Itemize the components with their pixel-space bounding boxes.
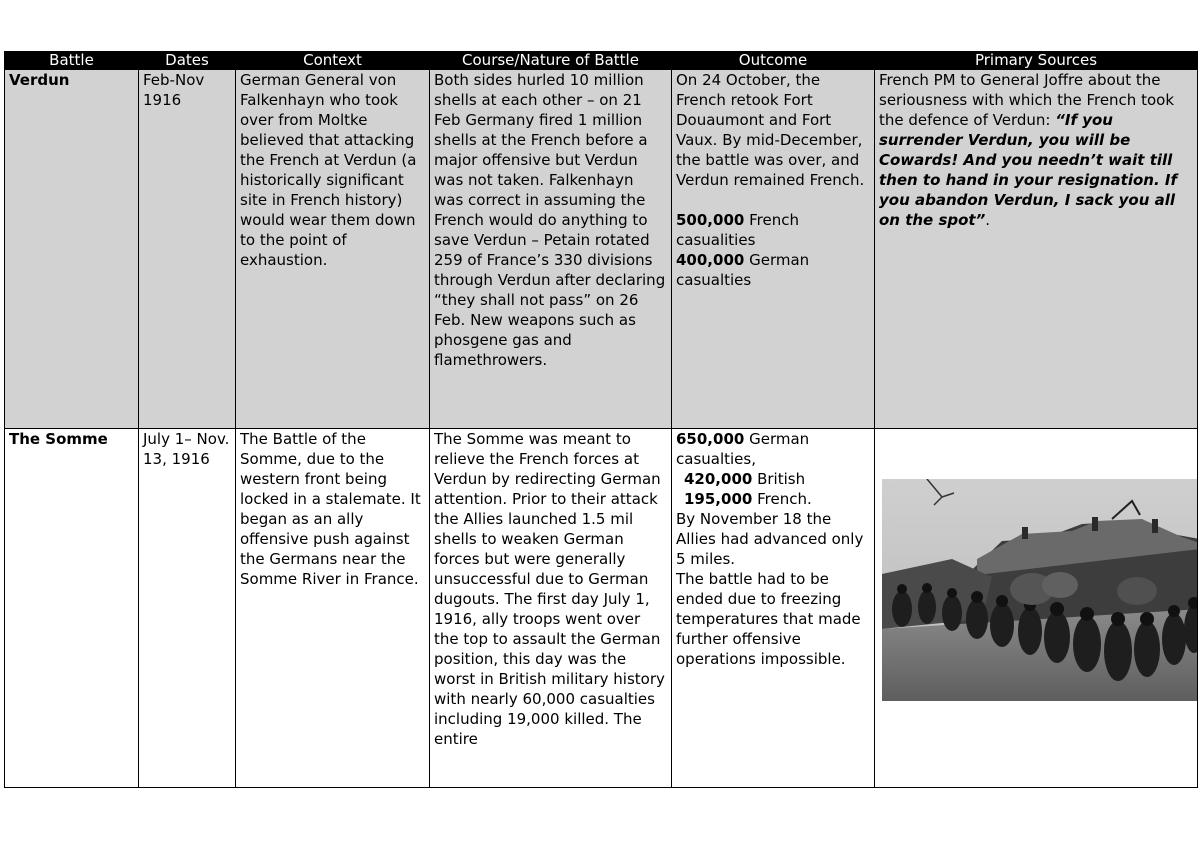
casualty-line-french [676, 489, 870, 509]
header-context: Context [236, 52, 430, 70]
outcome-advance: By November 18 the Allies had advanced only 5 miles. [676, 510, 864, 568]
troops-photo [882, 479, 1198, 701]
casualty-number: 195,000 [684, 490, 753, 508]
header-course: Course/Nature of Battle [430, 52, 672, 70]
casualty-label: British [752, 470, 806, 488]
outcome-intro: On 24 October, the French retook Fort Douaumont and Fort Vaux. By mid-December, the battle was over, and Verdun remained French. [676, 71, 865, 189]
source-intro: French PM to General Joffre about the seriousness with which the French took the defence of Verdun: [879, 71, 1175, 129]
cell-context: The Battle of the Somme, due to the western front being locked in a stalemate. It began as an ally offensive push against the Germans near the Somme River in France. [236, 429, 430, 788]
casualty-line-german [676, 250, 870, 290]
casualty-number: 400,000 [676, 251, 745, 269]
cell-dates: July 1– Nov. 13, 1916 [139, 429, 236, 788]
outcome-spacer [676, 190, 870, 210]
header-outcome: Outcome [672, 52, 875, 70]
casualty-number: 650,000 [676, 430, 745, 448]
header-battle: Battle [5, 52, 139, 70]
cell-battle: Verdun [5, 70, 139, 429]
casualty-label: French. [752, 490, 812, 508]
battles-table [4, 51, 1198, 788]
header-row [5, 52, 1198, 70]
casualty-number: 420,000 [684, 470, 753, 488]
cell-course: The Somme was meant to relieve the French forces at Verdun by redirecting German attention. Prior to their attack the Allies launched 1.5 mil shells to weaken German forces but were generally unsuccessful due to German dugouts. The first day July 1, 1916, ally troops went over the top to assault the German position, this day was the worst in British military history with nearly 60,000 casualties including 19,000 killed. The entire [430, 429, 672, 788]
header-dates: Dates [139, 52, 236, 70]
outcome-ended: The battle had to be ended due to freezing temperatures that made further offensive operations impossible. [676, 570, 861, 668]
casualty-label: German casualties [676, 251, 810, 289]
casualty-label: French casualities [676, 211, 799, 249]
table-row-verdun [5, 70, 1198, 429]
cell-primary-sources [875, 70, 1198, 429]
cell-outcome [672, 70, 875, 429]
cell-primary-sources [875, 429, 1198, 788]
casualty-number: 500,000 [676, 211, 745, 229]
casualty-line-french [676, 210, 870, 250]
cell-dates: Feb-Nov 1916 [139, 70, 236, 429]
source-quote: “If you surrender Verdun, you will be Cowards! And you needn’t wait till then to hand in your resignation. If you abandon Verdun, I sack you all on the spot” [879, 111, 1177, 229]
cell-context: German General von Falkenhayn who took over from Moltke believed that attacking the French at Verdun (a historically significant site in French history) would wear them down to the point of exhaustion. [236, 70, 430, 429]
cell-outcome [672, 429, 875, 788]
casualty-line-british [676, 469, 870, 489]
table-row-somme [5, 429, 1198, 788]
casualty-label: German casualties, [676, 430, 810, 468]
cell-course: Both sides hurled 10 million shells at each other – on 21 Feb Germany fired 1 million shells at the French before a major offensive but Verdun was not taken. Falkenhayn was correct in assuming the French would do anything to save Verdun – Petain rotated 259 of France’s 330 divisions through Verdun after declaring “they shall not pass” on 26 Feb. New weapons such as phosgene gas and flamethrowers. [430, 70, 672, 429]
source-end: . [985, 211, 991, 229]
casualty-line-german [676, 429, 870, 469]
cell-battle: The Somme [5, 429, 139, 788]
header-primary-sources: Primary Sources [875, 52, 1198, 70]
